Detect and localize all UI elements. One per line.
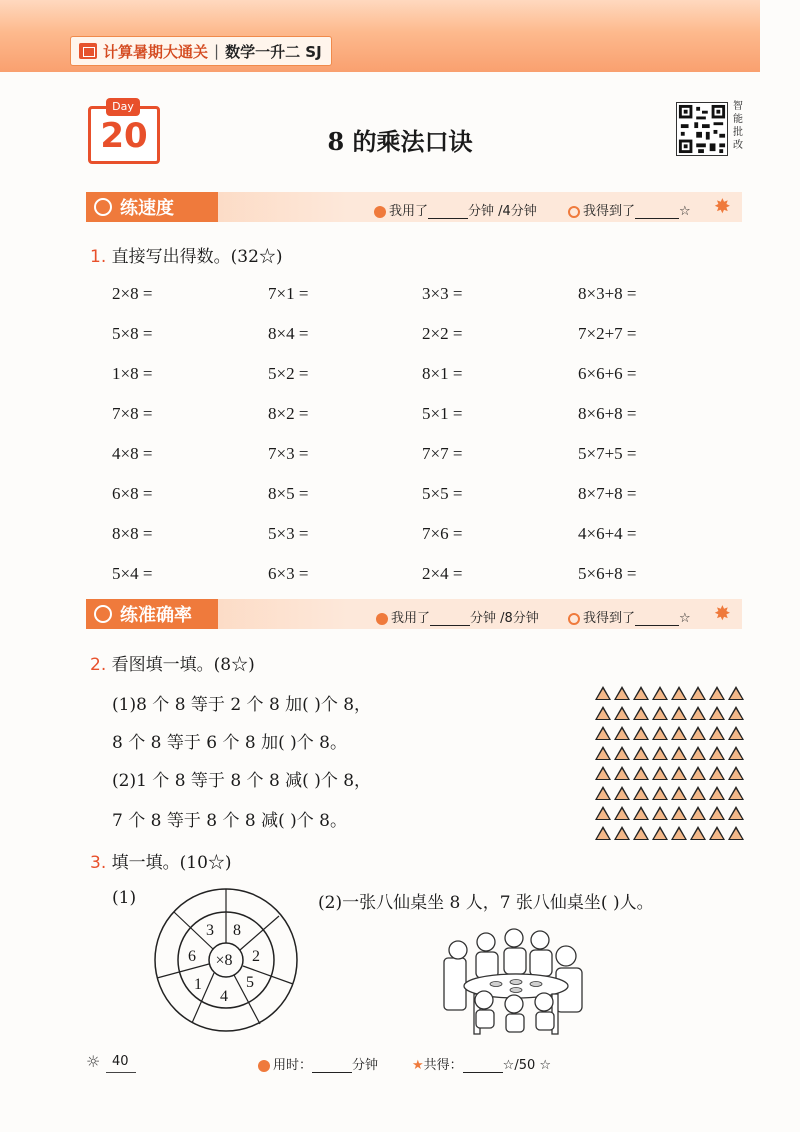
triangle-icon: [728, 806, 744, 820]
triangle-icon: [690, 706, 706, 720]
question-2-line-3: (2)1 个 8 等于 8 个 8 减( )个 8，: [112, 771, 372, 791]
triangle-array: [594, 684, 750, 843]
series-tab: [70, 36, 332, 66]
question-3-text: 填一填。(10☆): [111, 853, 232, 873]
target-icon: [94, 605, 112, 623]
triangle-icon: [690, 686, 706, 700]
triangle-icon: [652, 806, 668, 820]
triangle-icon: [709, 826, 725, 840]
caption-char: 能: [733, 114, 743, 125]
triangle-icon: [709, 786, 725, 800]
triangle-icon: [709, 746, 725, 760]
triangle-icon: [633, 746, 649, 760]
calc-expression: 7×7 =: [422, 444, 463, 463]
calc-expression: 6×6+6 =: [578, 364, 637, 383]
triangle-icon: [595, 806, 611, 820]
smart-grading-caption: [733, 100, 745, 152]
time-blank[interactable]: [430, 625, 470, 626]
triangle-icon: [633, 826, 649, 840]
speed-time-record: [374, 200, 537, 219]
triangle-icon: [671, 686, 687, 700]
calc-expression: 7×6 =: [422, 524, 463, 543]
sun-icon: ☼: [86, 1052, 101, 1071]
triangle-icon: [633, 806, 649, 820]
question-3-number: 3.: [90, 853, 107, 873]
triangle-icon: [595, 786, 611, 800]
day-label: Day: [106, 98, 140, 116]
triangle-icon: [652, 686, 668, 700]
day-number: 20: [100, 116, 148, 156]
triangle-icon: [595, 706, 611, 720]
accuracy-score-record: [568, 607, 691, 626]
triangle-icon: [671, 746, 687, 760]
triangle-icon: [614, 686, 630, 700]
calc-expression: 7×2+7 =: [578, 324, 637, 343]
speed-score-record: [568, 200, 691, 219]
question-1-number: 1.: [90, 247, 107, 267]
calc-expression: 5×5 =: [422, 484, 463, 503]
section-speed-title: 练速度: [120, 198, 174, 219]
calc-expression: 6×3 =: [268, 564, 309, 583]
question-2-text: 看图填一填。(8☆): [111, 655, 255, 675]
calc-expression: 8×4 =: [268, 324, 309, 343]
question-2-number: 2.: [90, 655, 107, 675]
triangle-icon: [633, 786, 649, 800]
triangle-icon: [671, 726, 687, 740]
star-icon: ★: [412, 1058, 424, 1073]
triangle-icon: [652, 766, 668, 780]
triangle-icon: [671, 706, 687, 720]
calc-expression: 8×2 =: [268, 404, 309, 423]
check-icon: [568, 206, 580, 218]
triangle-icon: [614, 746, 630, 760]
calc-expression: 3×3 =: [422, 284, 463, 303]
triangle-icon: [690, 746, 706, 760]
section-accuracy-title: 练准确率: [120, 605, 192, 626]
calc-expression: 5×7+5 =: [578, 444, 637, 463]
calc-expression: 7×1 =: [268, 284, 309, 303]
question-3: [90, 848, 232, 873]
stopwatch-icon: [94, 198, 112, 216]
footer-time-unit: 分钟: [352, 1058, 379, 1073]
page-title: 8 的乘法口诀: [327, 127, 473, 156]
triangle-icon: [595, 766, 611, 780]
score-blank[interactable]: [635, 625, 679, 626]
footer-time-blank[interactable]: [312, 1072, 352, 1073]
question-3-part-1-label: (1): [112, 888, 137, 908]
triangle-icon: [614, 806, 630, 820]
calc-expression: 8×3+8 =: [578, 284, 637, 303]
time-limit: 分钟 /8分钟: [470, 611, 539, 626]
triangle-icon: [728, 786, 744, 800]
page-number-underline: [106, 1072, 136, 1073]
triangle-icon: [728, 706, 744, 720]
wheel-number: 5: [246, 974, 254, 991]
triangle-icon: [595, 726, 611, 740]
question-2-line-4: 7 个 8 等于 8 个 8 减( )个 8。: [112, 811, 347, 831]
triangle-icon: [595, 826, 611, 840]
triangle-icon: [690, 726, 706, 740]
section-accuracy-tag: [86, 599, 218, 629]
triangle-icon: [728, 766, 744, 780]
calc-expression: 2×4 =: [422, 564, 463, 583]
calc-expression: 8×1 =: [422, 364, 463, 383]
time-used-label: 我用了: [389, 204, 429, 219]
footer-total-unit: ☆/50 ☆: [502, 1058, 552, 1073]
calc-expression: 5×6+8 =: [578, 564, 637, 583]
triangle-icon: [690, 826, 706, 840]
score-blank[interactable]: [635, 218, 679, 219]
triangle-icon: [614, 766, 630, 780]
triangle-icon: [709, 706, 725, 720]
clock-icon: [374, 206, 386, 218]
family-table-illustration: [440, 920, 588, 1040]
triangle-icon: [633, 726, 649, 740]
caption-char: 改: [733, 140, 743, 151]
triangle-icon: [595, 686, 611, 700]
calc-expression: 8×7+8 =: [578, 484, 637, 503]
triangle-icon: [652, 726, 668, 740]
page-number: 40: [112, 1054, 129, 1069]
check-icon: [568, 613, 580, 625]
section-speed-tag: [86, 192, 218, 222]
series-title: 计算暑期大通关: [103, 42, 209, 61]
qr-code[interactable]: [676, 102, 728, 156]
calc-expression: 7×8 =: [112, 404, 153, 423]
triangle-icon: [690, 786, 706, 800]
triangle-icon: [614, 786, 630, 800]
triangle-icon: [652, 706, 668, 720]
footer-time: [258, 1054, 378, 1073]
caption-char: 批: [733, 127, 743, 138]
question-1-text: 直接写出得数。(32☆): [111, 247, 283, 267]
triangle-icon: [614, 726, 630, 740]
question-1: [90, 242, 283, 267]
triangle-icon: [614, 706, 630, 720]
divider: |: [214, 42, 220, 60]
triangle-icon: [728, 826, 744, 840]
score-label: 我得到了: [583, 611, 636, 626]
question-2-line-2: 8 个 8 等于 6 个 8 加( )个 8。: [112, 733, 347, 753]
star-icon: ☆: [679, 204, 691, 219]
triangle-icon: [633, 706, 649, 720]
calc-expression: 5×4 =: [112, 564, 153, 583]
triangle-icon: [652, 746, 668, 760]
calc-expression: 5×1 =: [422, 404, 463, 423]
triangle-icon: [671, 766, 687, 780]
footer-total-label: 共得：: [423, 1058, 463, 1073]
star-burst-icon: ✸: [714, 194, 731, 218]
triangle-icon: [690, 766, 706, 780]
calc-expression: 4×6+4 =: [578, 524, 637, 543]
triangle-icon: [709, 806, 725, 820]
triangle-icon: [614, 826, 630, 840]
caption-char: 智: [733, 101, 743, 112]
time-used-label: 我用了: [391, 611, 431, 626]
footer-total-blank[interactable]: [463, 1072, 503, 1073]
triangle-icon: [709, 686, 725, 700]
triangle-icon: [728, 746, 744, 760]
calc-expression: 6×8 =: [112, 484, 153, 503]
wheel-center: ×8: [215, 952, 233, 969]
wheel-number: 6: [188, 948, 196, 965]
time-blank[interactable]: [428, 218, 468, 219]
wheel-number: 1: [194, 976, 202, 993]
wheel-number: 2: [252, 948, 260, 965]
accuracy-time-record: [376, 607, 539, 626]
wheel-number: 3: [206, 922, 214, 939]
triangle-icon: [709, 766, 725, 780]
calc-expression: 4×8 =: [112, 444, 153, 463]
star-icon: ☆: [679, 611, 691, 626]
calc-expression: 5×3 =: [268, 524, 309, 543]
triangle-icon: [652, 826, 668, 840]
footer-time-label: 用时：: [273, 1058, 313, 1073]
calc-expression: 5×8 =: [112, 324, 153, 343]
question-2-line-1: (1)8 个 8 等于 2 个 8 加( )个 8，: [112, 695, 372, 715]
calc-expression: 8×6+8 =: [578, 404, 637, 423]
calc-expression: 2×2 =: [422, 324, 463, 343]
calc-expression: 8×8 =: [112, 524, 153, 543]
wheel-number: 8: [233, 922, 241, 939]
triangle-icon: [709, 726, 725, 740]
series-subtitle: 数学一升二 SJ: [225, 42, 322, 61]
time-limit: 分钟 /4分钟: [468, 204, 537, 219]
calc-expression: 7×3 =: [268, 444, 309, 463]
calc-expression: 1×8 =: [112, 364, 153, 383]
triangle-icon: [652, 786, 668, 800]
triangle-icon: [633, 686, 649, 700]
triangle-icon: [728, 726, 744, 740]
triangle-icon: [728, 686, 744, 700]
calc-expression: 5×2 =: [268, 364, 309, 383]
triangle-icon: [595, 746, 611, 760]
calc-expression: 8×5 =: [268, 484, 309, 503]
triangle-icon: [671, 826, 687, 840]
triangle-icon: [690, 806, 706, 820]
footer-total: [412, 1054, 551, 1073]
question-3-part-2-text: (2)一张八仙桌坐 8 人，7 张八仙桌坐( )人。: [318, 893, 654, 913]
triangle-icon: [671, 786, 687, 800]
triangle-icon: [633, 766, 649, 780]
calc-expression: 2×8 =: [112, 284, 153, 303]
triangle-icon: [671, 806, 687, 820]
star-burst-icon: ✸: [714, 601, 731, 625]
question-2: [90, 650, 255, 675]
clock-icon: [376, 613, 388, 625]
score-label: 我得到了: [583, 204, 636, 219]
clock-icon: [258, 1060, 270, 1072]
book-icon: [79, 43, 97, 59]
wheel-number: 4: [220, 988, 228, 1005]
